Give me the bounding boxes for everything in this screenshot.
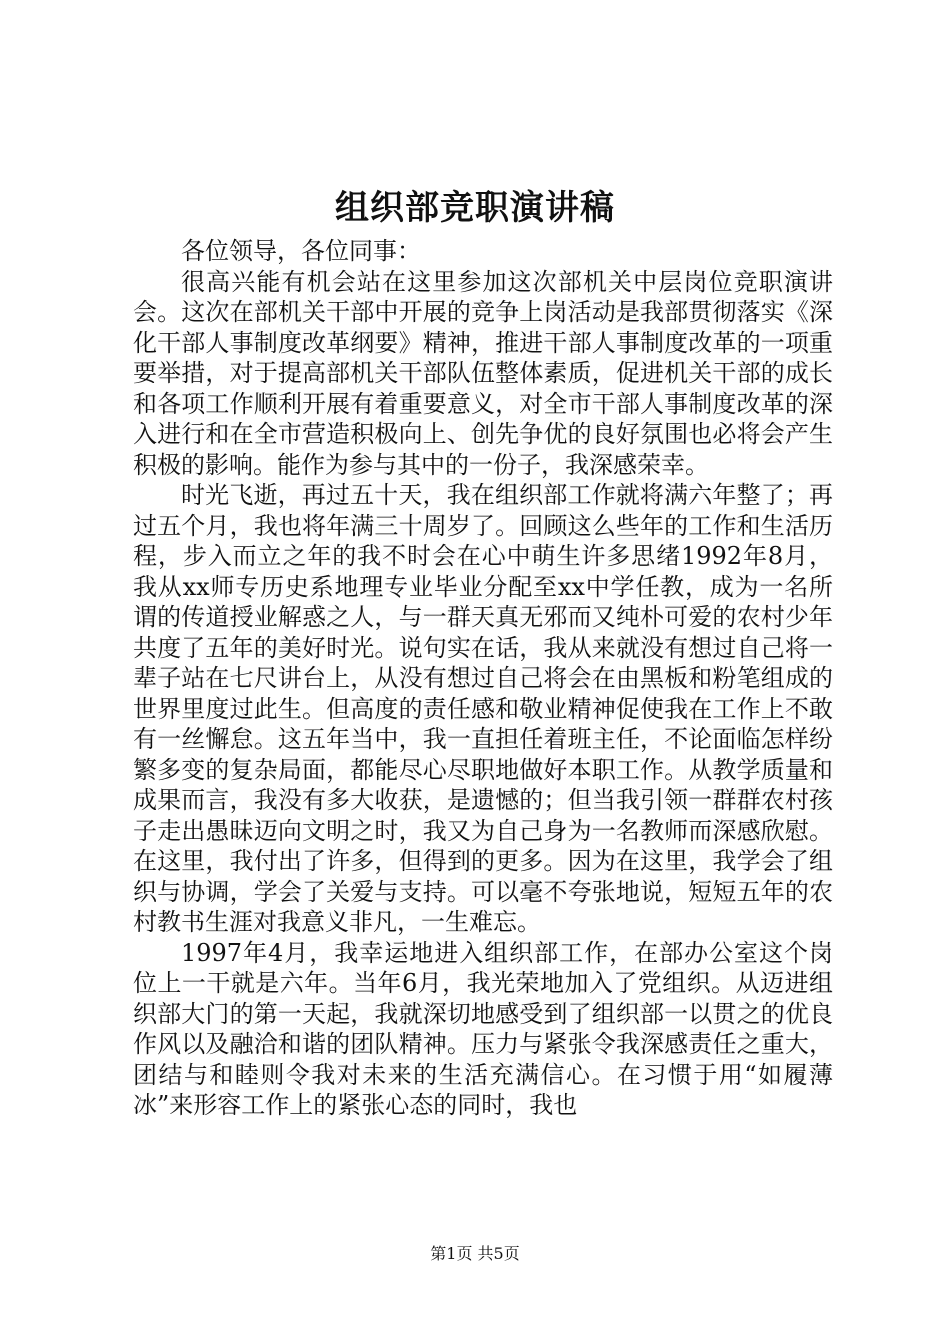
greeting-line: 各位领导，各位同事： — [181, 237, 421, 265]
document-title: 组织部竞职演讲稿 — [335, 188, 615, 228]
document-body — [133, 236, 833, 1121]
paragraph-1: 很高兴能有机会站在这里参加这次部机关中层岗位竞职演讲会。这次在部机关干部中开展的竞争上岗活动是我部贯彻落实《深化干部人事制度改革纲要》精神，推进干部人事制度改革的一项重要举措，对于提高部机关干部队伍整体素质，促进机关干部的成长和各项工作顺利开展有着重要意义，对全市干部人事制度改革的深入进行和在全市营造积极向上、创先争优的良好氛围也必将会产生积极的影响。能作为参与其中的一份子，我深感荣幸。 — [133, 267, 833, 479]
paragraph-2: 时光飞逝，再过五十天，我在组织部工作就将满六年整了；再过五个月，我也将年满三十周岁了。回顾这么些年的工作和生活历程，步入而立之年的我不时会在心中萌生许多思绪1992年8月，我从xx师专历史系地理专业毕业分配至xx中学任教，成为一名所谓的传道授业解惑之人，与一群天真无邪而又纯朴可爱的农村少年共度了五年的美好时光。说句实在话，我从来就没有想过自己将一辈子站在七尺讲台上，从没有想过自己将会在由黑板和粉笔组成的世界里度过此生。但高度的责任感和敬业精神促使我在工作上不敢有一丝懈怠。这五年当中，我一直担任着班主任，不论面临怎样纷繁多变的复杂局面，都能尽心尽职地做好本职工作。从教学质量和成果而言，我没有多大收获，是遗憾的；但当我引领一群群农村孩子走出愚昧迈向文明之时，我又为自己身为一名教师而深感欣慰。在这里，我付出了许多，但得到的更多。因为在这里，我学会了组织与协调，学会了关爱与支持。可以毫不夸张地说，短短五年的农村教书生涯对我意义非凡，一生难忘。 — [133, 481, 833, 936]
paragraph-3: 1997年4月，我幸运地进入组织部工作，在部办公室这个岗位上一干就是六年。当年6月，我光荣地加入了党组织。从迈进组织部大门的第一天起，我就深切地感受到了组织部一以贯之的优良作风以及融洽和谐的团队精神。压力与紧张令我深感责任之重大，团结与和睦则令我对未来的生活充满信心。在习惯于用“如履薄冰”来形容工作上的紧张心态的同时，我也 — [133, 938, 833, 1119]
page-footer: 第1页 共5页 — [430, 1244, 520, 1263]
